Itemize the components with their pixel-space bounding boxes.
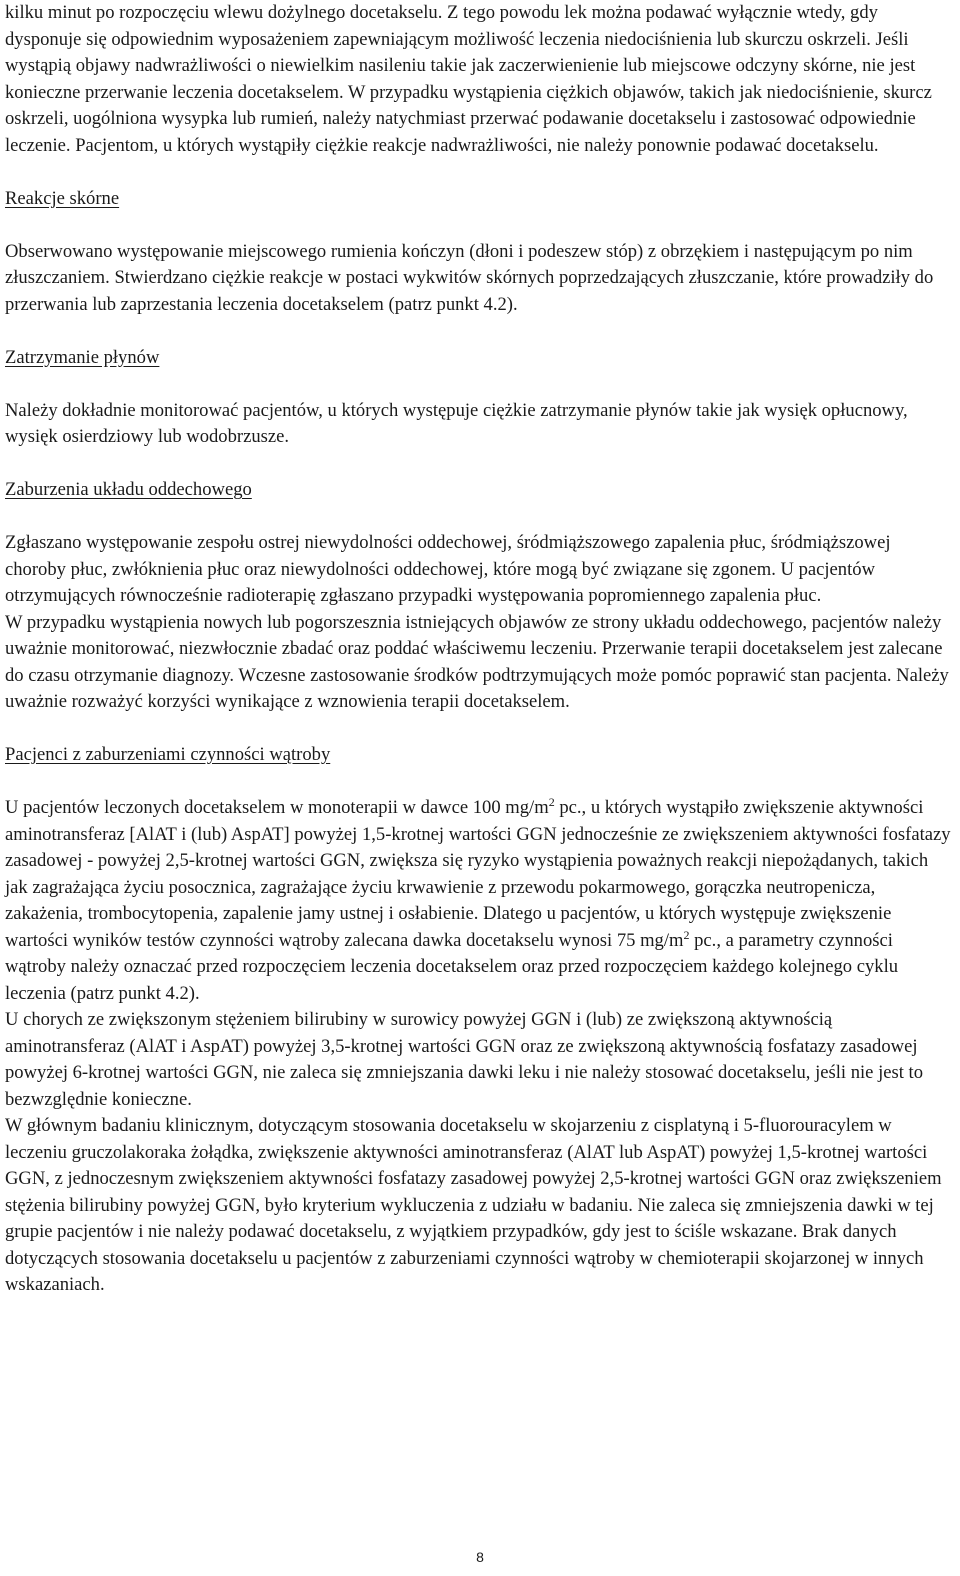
hepatic-text-b: pc., u których wystąpiło zwiększenie aktywności aminotransferaz [AlAT i (lub) AspAT] powyżej 1,5-krotnej wartości GGN jednocześnie ze zwiększeniem aktywności fosfatazy zasadowej - powyżej 2,5-krotnej wartości GGN, zwiększa się ryzyko wystąpienia poważnych reakcji niepożądanych, takich jak zagrażająca życiu posocznica, zagrażające życiu krwawienie z przewodu pokarmowego, gorączka neutropenicza, zakażenia, trombocytopenia, zapalenie jamy ustnej i osłabienie. Dlatego u pacjentów, u których występuje zwiększenie wartości wyników testów czynności wątroby zalecana dawka docetakselu wynosi 75 mg/m bbox=[5, 797, 951, 951]
spacer bbox=[5, 371, 955, 398]
respiratory-paragraph-2: W przypadku wystąpienia nowych lub pogorszesznia istniejących objawów ze strony układu oddechowego, pacjentów należy uważnie monitorować, niezwłocznie zbadać oraz poddać właściwemu leczeniu. Przerwanie terapii docetakselem jest zalecane do czasu otrzymanie diagnozy. Wczesne zastosowanie środków podtrzymujących może pomóc poprawić stan pacjenta. Należy uważnie rozważyć korzyści wynikające z wznowienia terapii docetakselem. bbox=[5, 611, 949, 712]
hepatic-paragraph-2: U chorych ze zwiększonym stężeniem bilirubiny w surowicy powyżej GGN i (lub) ze zwiększoną aktywnością aminotransferaz (AlAT i AspAT) powyżej 3,5-krotnej wartości GGN oraz ze zwiększoną aktywnością fosfatazy zasadowej powyżej 6-krotnej wartości GGN, nie zaleca się zmniejszania dawki leku i nie należy stosować docetakselu, jeśli nie jest to bezwzględnie konieczne. bbox=[5, 1009, 924, 1110]
intro-paragraph: kilku minut po rozpoczęciu wlewu dożylnego docetakselu. Z tego powodu lek można podawać wyłącznie wtedy, gdy dysponuje się odpowiednim wyposażeniem zapewniającym możliwość leczenia niedociśnienia lub skurczu oskrzeli. Jeśli wystąpią objawy nadwrażliwości o niewielkim nasileniu takie jak zaczerwienienie lub miejscowe odczyny skórne, nie jest konieczne przerwanie leczenia docetakselem. W przypadku wystąpienia ciężkich objawów, takich jak niedociśnienie, skurcz oskrzeli, uogólniona wysypka lub rumień, należy natychmiast przerwać podawanie docetakselu i zastosować odpowiednie leczenie. Pacjentom, u których wystąpiły ciężkie reakcje nadwrażliwości, nie należy ponownie podawać docetakselu. bbox=[5, 2, 932, 156]
spacer bbox=[5, 451, 955, 478]
spacer bbox=[5, 212, 955, 239]
hepatic-text-a: U pacjentów leczonych docetakselem w monoterapii w dawce 100 mg/m bbox=[5, 797, 549, 818]
spacer bbox=[5, 716, 955, 743]
spacer bbox=[5, 504, 955, 531]
superscript: 2 bbox=[548, 795, 555, 809]
section-heading-hepatic: Pacjenci z zaburzeniami czynności wątroby bbox=[5, 744, 331, 765]
page-number: 8 bbox=[476, 1549, 484, 1565]
hepatic-paragraph-3: W głównym badaniu klinicznym, dotyczącym stosowania docetakselu w skojarzeniu z cisplatyną i 5-fluorouracylem w leczeniu gruczolakoraka żołądka, zwiększenie aktywności aminotransferaz (AlAT lub AspAT) powyżej 1,5-krotnej wartości GGN, z jednoczesnym zwiększeniem aktywności fosfatazy zasadowej powyżej 2,5-krotnej wartości GGN oraz zwiększeniem stężenia bilirubiny powyżej GGN, było kryterium wykluczenia z udziału w badaniu. Nie zaleca się zmniejszenia dawki w tej grupie pacjentów i nie należy podawać docetakselu, z wyjątkiem przypadków, gdy jest to ściśle wskazane. Brak danych dotyczących stosowania docetakselu u pacjentów z zaburzeniami czynności wątroby w chemioterapii skojarzonej w innych wskazaniach. bbox=[5, 1115, 942, 1295]
section-heading-fluid-retention: Zatrzymanie płynów bbox=[5, 346, 160, 368]
fluid-retention-paragraph: Należy dokładnie monitorować pacjentów, u których występuje ciężkie zatrzymanie płynów takie jak wysięk opłucnowy, wysięk osierdziowy lub wodobrzusze. bbox=[5, 399, 908, 447]
section-heading-skin-reactions: Reakcje skórne bbox=[5, 187, 120, 209]
spacer bbox=[5, 318, 955, 345]
hepatic-paragraph-1 bbox=[5, 795, 955, 1007]
document-page bbox=[5, 0, 955, 1299]
respiratory-paragraph-1: Zgłaszano występowanie zespołu ostrej niewydolności oddechowej, śródmiąższowego zapalenia płuc, śródmiąższowej choroby płuc, zwłóknienia płuc oraz niewydolności oddechowej, które mogą być związane się zgonem. U pacjentów otrzymujących równocześnie radioterapię zgłaszano przypadki występowania popromiennego zapalenia płuc. bbox=[5, 532, 891, 606]
spacer bbox=[5, 769, 955, 796]
section-heading-respiratory: Zaburzenia układu oddechowego bbox=[5, 479, 252, 500]
superscript: 2 bbox=[683, 927, 690, 942]
spacer bbox=[5, 159, 955, 186]
hepatic-text-c: pc., a parametry czynności wątroby należy oznaczać przed rozpoczęciem leczenia docetakselem oraz przed rozpoczęciem każdego kolejnego cyklu leczenia (patrz punkt 4.2). bbox=[5, 929, 899, 1004]
skin-reactions-paragraph: Obserwowano występowanie miejscowego rumienia kończyn (dłoni i podeszew stóp) z obrzękiem i następującym po nim złuszczaniem. Stwierdzano ciężkie reakcje w postaci wykwitów skórnych poprzedzających złuszczanie, które prowadziły do przerwania lub zaprzestania leczenia docetakselem (patrz punkt 4.2). bbox=[5, 240, 934, 315]
